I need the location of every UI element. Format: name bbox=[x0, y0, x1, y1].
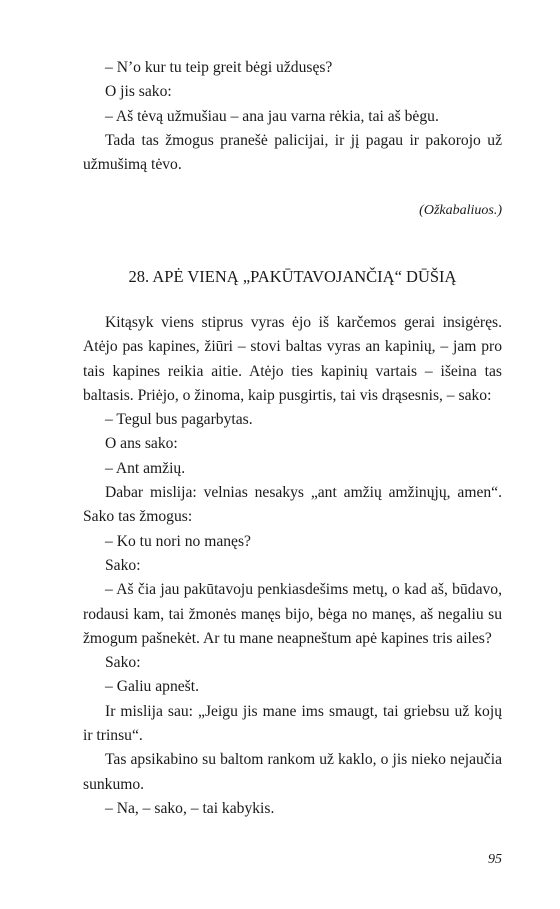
story-heading: 28. APĖ VIENĄ „PAKŪTAVOJANČIĄ“ DŪŠIĄ bbox=[128, 267, 457, 286]
paragraph: – Na, – sako, – tai kabykis. bbox=[105, 799, 275, 817]
paragraph: Ir mislija sau: „Jeigu jis mane ims smaugt, tai griebsu už kojų ir trinsu“. bbox=[83, 702, 502, 745]
story-body bbox=[83, 311, 502, 821]
paragraph: – Ant amžių. bbox=[105, 459, 186, 477]
previous-story-ending bbox=[83, 56, 502, 177]
paragraph: O ans sako: bbox=[105, 435, 178, 453]
paragraph: – Ko tu nori no manęs? bbox=[105, 532, 251, 550]
paragraph: Tada tas žmogus pranešė palicijai, ir jį pagau ir pakorojo už užmušimą tėvo. bbox=[83, 131, 502, 174]
paragraph: Kitąsyk viens stiprus vyras ėjo iš karčemos gerai insigėręs. Atėjo pas kapines, žiūri – stovi baltas vyras an kapinių, – jam pro tais kapines reikia aitie. Atėjo ties kapinių vartais – išeina tas baltasis. Priėjo, o žinoma, kaip pusgirtis, tai vis drąsesnis, – sako: bbox=[83, 314, 502, 404]
paragraph: Dabar mislija: velnias nesakys „ant amžių amžinųjų, amen“. Sako tas žmogus: bbox=[83, 484, 502, 526]
paragraph: – Aš čia jau pakūtavoju penkiasdešims metų, o kad aš, būdavo, rodausi kam, tai žmonės manęs bijo, bėga no manęs, aš negaliu su žmogum pašnekėt. Ar tu mane neapneštum apė kapines tris ailes? bbox=[83, 581, 502, 647]
paragraph: – Aš tėvą užmušiau – ana jau varna rėkia, tai aš bėgu. bbox=[105, 107, 439, 125]
paragraph: Sako: bbox=[105, 654, 141, 672]
paragraph: O jis sako: bbox=[105, 83, 172, 101]
paragraph: – Tegul bus pagarbytas. bbox=[105, 411, 253, 429]
source-note: (Ožkabaliuos.) bbox=[419, 203, 502, 218]
paragraph: Sako: bbox=[105, 556, 141, 574]
paragraph: Tas apsikabino su baltom rankom už kaklo, o jis nieko nejaučia sunkumo. bbox=[83, 751, 502, 793]
page-number: 95 bbox=[488, 852, 502, 867]
paragraph: – Galiu apnešt. bbox=[105, 678, 199, 696]
paragraph: – N’o kur tu teip greit bėgi uždusęs? bbox=[105, 59, 333, 76]
